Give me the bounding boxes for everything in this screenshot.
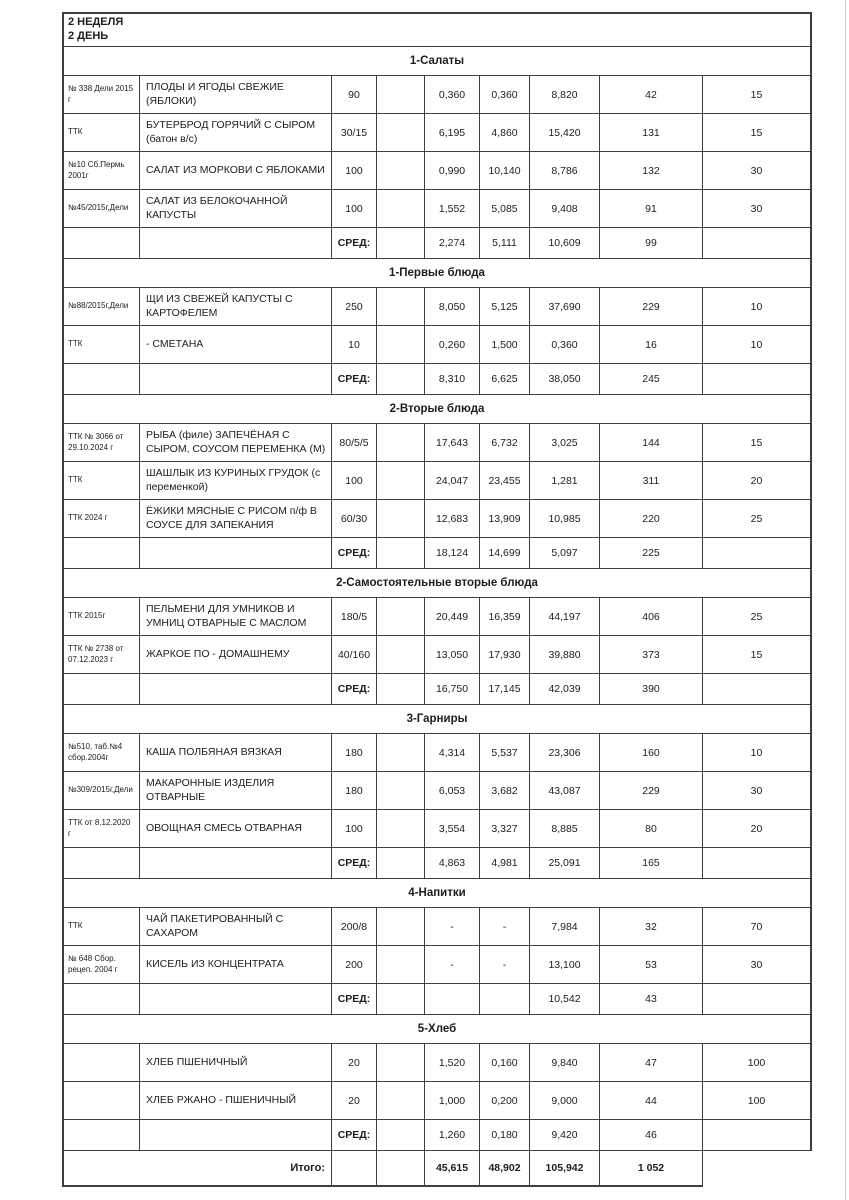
value-cell: - [425,908,480,946]
avg-row [62,848,812,879]
value-cell: 144 [600,424,703,462]
table-row [62,500,812,538]
empty-cell [62,984,140,1015]
value-cell: 15 [703,76,812,114]
empty-cell [377,152,425,190]
table-row [62,946,812,984]
value-cell: 30 [703,152,812,190]
recipe-ref-cell: ТТК № 2738 от 07.12.2023 г [62,636,140,674]
value-cell: - [480,946,530,984]
section-row [62,47,812,76]
empty-cell [377,364,425,395]
total-value-cell: 48,902 [480,1151,530,1187]
recipe-ref-cell: ТТК [62,908,140,946]
value-cell: 15 [703,114,812,152]
avg-value-cell [703,364,812,395]
avg-row [62,984,812,1015]
avg-value-cell: 42,039 [530,674,600,705]
portion-cell: 180/5 [332,598,377,636]
empty-cell [377,908,425,946]
value-cell: 406 [600,598,703,636]
portion-cell: 20 [332,1082,377,1120]
recipe-ref-cell: № 338 Дели 2015 г [62,76,140,114]
empty-cell [62,1120,140,1151]
avg-value-cell: 18,124 [425,538,480,569]
value-cell: 1,000 [425,1082,480,1120]
dish-name-cell: ХЛЕБ ПШЕНИЧНЫЙ [140,1044,332,1082]
table-row [62,636,812,674]
section-title: 5-Хлеб [62,1015,812,1044]
empty-cell [140,538,332,569]
dish-name-cell: ШАШЛЫК ИЗ КУРИНЫХ ГРУДОК (с переменкой) [140,462,332,500]
value-cell: 10 [703,734,812,772]
empty-cell [140,674,332,705]
value-cell: 4,860 [480,114,530,152]
value-cell: 43,087 [530,772,600,810]
value-cell: 10,140 [480,152,530,190]
value-cell: 131 [600,114,703,152]
empty-cell [377,772,425,810]
table-row [62,772,812,810]
recipe-ref-cell: № 648 Сбор. рецеп. 2004 г [62,946,140,984]
section-title: 1-Первые блюда [62,259,812,288]
recipe-ref-cell: №45/2015г,Дели [62,190,140,228]
table-row [62,288,812,326]
dish-name-cell: РЫБА (филе) ЗАПЕЧЁНАЯ С СЫРОМ, СОУСОМ ПЕРЕМЕНКА (М) [140,424,332,462]
avg-value-cell: 99 [600,228,703,259]
empty-cell [377,424,425,462]
value-cell: 17,930 [480,636,530,674]
value-cell: 32 [600,908,703,946]
empty-cell [377,76,425,114]
value-cell: 17,643 [425,424,480,462]
avg-value-cell [703,538,812,569]
value-cell: 100 [703,1082,812,1120]
total-value-cell: 45,615 [425,1151,480,1187]
avg-row [62,364,812,395]
dish-name-cell: БУТЕРБРОД ГОРЯЧИЙ С СЫРОМ (батон в/с) [140,114,332,152]
avg-value-cell: 390 [600,674,703,705]
avg-label: СРЕД: [332,984,377,1015]
value-cell: 23,455 [480,462,530,500]
empty-cell [140,1120,332,1151]
portion-cell: 100 [332,810,377,848]
value-cell: 8,786 [530,152,600,190]
value-cell: 24,047 [425,462,480,500]
dish-name-cell: САЛАТ ИЗ МОРКОВИ С ЯБЛОКАМИ [140,152,332,190]
table-row [62,1044,812,1082]
value-cell: 30 [703,190,812,228]
recipe-ref-cell: №10 Сб.Пермь 2001г [62,152,140,190]
value-cell: 0,360 [480,76,530,114]
avg-label: СРЕД: [332,674,377,705]
portion-cell: 100 [332,190,377,228]
avg-value-cell [703,674,812,705]
portion-cell: 100 [332,462,377,500]
empty-cell [377,114,425,152]
avg-value-cell: 245 [600,364,703,395]
empty-cell [377,598,425,636]
value-cell: 13,909 [480,500,530,538]
empty-cell [377,674,425,705]
empty-cell [377,734,425,772]
avg-value-cell: 5,097 [530,538,600,569]
table-row [62,598,812,636]
empty-cell [377,984,425,1015]
portion-cell: 200/8 [332,908,377,946]
value-cell: 4,314 [425,734,480,772]
avg-row [62,538,812,569]
portion-cell: 80/5/5 [332,424,377,462]
value-cell: 13,100 [530,946,600,984]
value-cell: 0,260 [425,326,480,364]
avg-value-cell: 46 [600,1120,703,1151]
value-cell: 1,520 [425,1044,480,1082]
avg-label: СРЕД: [332,364,377,395]
value-cell: 3,682 [480,772,530,810]
value-cell: 0,200 [480,1082,530,1120]
value-cell: 16 [600,326,703,364]
empty-cell [377,288,425,326]
table-row [62,152,812,190]
portion-cell: 20 [332,1044,377,1082]
empty-cell [62,848,140,879]
portion-cell: 30/15 [332,114,377,152]
section-title: 1-Салаты [62,47,812,76]
value-cell: 0,360 [425,76,480,114]
avg-label: СРЕД: [332,228,377,259]
dish-name-cell: ПЕЛЬМЕНИ ДЛЯ УМНИКОВ И УМНИЦ ОТВАРНЫЕ С МАСЛОМ [140,598,332,636]
value-cell: 9,000 [530,1082,600,1120]
recipe-ref-cell: №309/2015г,Дели [62,772,140,810]
avg-row [62,228,812,259]
week-label: 2 НЕДЕЛЯ [68,16,124,29]
value-cell: 25 [703,598,812,636]
recipe-ref-cell [62,1044,140,1082]
value-cell: 91 [600,190,703,228]
week-day-header-cell [62,14,812,47]
table-row [62,810,812,848]
value-cell: 8,050 [425,288,480,326]
avg-label: СРЕД: [332,848,377,879]
value-cell: 132 [600,152,703,190]
value-cell: 0,360 [530,326,600,364]
avg-value-cell [703,1120,812,1151]
value-cell: 3,327 [480,810,530,848]
table-row [62,908,812,946]
value-cell: 15 [703,424,812,462]
avg-value-cell: 8,310 [425,364,480,395]
avg-value-cell [703,984,812,1015]
value-cell: 39,880 [530,636,600,674]
empty-cell [377,538,425,569]
recipe-ref-cell: ТТК от 8.12.2020 г [62,810,140,848]
value-cell: 30 [703,772,812,810]
empty-cell [377,228,425,259]
section-title: 4-Напитки [62,879,812,908]
recipe-ref-cell: №510, таб.№4 сбор.2004г [62,734,140,772]
empty-cell [377,326,425,364]
avg-value-cell: 1,260 [425,1120,480,1151]
dish-name-cell: ОВОЩНАЯ СМЕСЬ ОТВАРНАЯ [140,810,332,848]
section-row [62,395,812,424]
dish-name-cell: ЖАРКОЕ ПО - ДОМАШНЕМУ [140,636,332,674]
table-row [62,76,812,114]
section-title: 3-Гарниры [62,705,812,734]
empty-cell [377,636,425,674]
dish-name-cell: - СМЕТАНА [140,326,332,364]
value-cell: 30 [703,946,812,984]
portion-cell: 40/160 [332,636,377,674]
value-cell: 23,306 [530,734,600,772]
value-cell: 1,552 [425,190,480,228]
value-cell: 15 [703,636,812,674]
value-cell: 16,359 [480,598,530,636]
dish-name-cell: ЁЖИКИ МЯСНЫЕ С РИСОМ п/ф В СОУСЕ ДЛЯ ЗАПЕКАНИЯ [140,500,332,538]
week-day-header-row [62,14,812,47]
value-cell: 220 [600,500,703,538]
avg-value-cell: 165 [600,848,703,879]
dish-name-cell: ЧАЙ ПАКЕТИРОВАННЫЙ С САХАРОМ [140,908,332,946]
avg-value-cell: 4,981 [480,848,530,879]
avg-value-cell: 38,050 [530,364,600,395]
value-cell: 5,537 [480,734,530,772]
recipe-ref-cell: ТТК [62,114,140,152]
value-cell: 10 [703,326,812,364]
value-cell: 5,085 [480,190,530,228]
value-cell: 20,449 [425,598,480,636]
table-row [62,326,812,364]
value-cell: 47 [600,1044,703,1082]
table-row [62,114,812,152]
value-cell: 373 [600,636,703,674]
dish-name-cell: КАША ПОЛБЯНАЯ ВЯЗКАЯ [140,734,332,772]
value-cell: - [425,946,480,984]
value-cell: 9,408 [530,190,600,228]
value-cell: 1,281 [530,462,600,500]
value-cell: 10 [703,288,812,326]
value-cell: 42 [600,76,703,114]
value-cell: 12,683 [425,500,480,538]
avg-value-cell [703,228,812,259]
avg-value-cell: 6,625 [480,364,530,395]
dish-name-cell: ПЛОДЫ И ЯГОДЫ СВЕЖИЕ (ЯБЛОКИ) [140,76,332,114]
empty-cell [377,946,425,984]
avg-label: СРЕД: [332,538,377,569]
recipe-ref-cell: ТТК [62,462,140,500]
dish-name-cell: САЛАТ ИЗ БЕЛОКОЧАННОЙ КАПУСТЫ [140,190,332,228]
total-row [62,1151,812,1187]
portion-cell: 180 [332,772,377,810]
value-cell: 25 [703,500,812,538]
avg-value-cell [425,984,480,1015]
avg-value-cell: 2,274 [425,228,480,259]
value-cell: 15,420 [530,114,600,152]
value-cell: 80 [600,810,703,848]
value-cell: 10,985 [530,500,600,538]
total-value-cell: 1 052 [600,1151,703,1187]
avg-row [62,674,812,705]
value-cell: 53 [600,946,703,984]
empty-cell [377,190,425,228]
dish-name-cell: ХЛЕБ РЖАНО - ПШЕНИЧНЫЙ [140,1082,332,1120]
avg-label: СРЕД: [332,1120,377,1151]
portion-cell: 180 [332,734,377,772]
empty-cell [62,364,140,395]
empty-cell [140,848,332,879]
value-cell: 100 [703,1044,812,1082]
value-cell: 37,690 [530,288,600,326]
value-cell: 6,732 [480,424,530,462]
value-cell: 0,160 [480,1044,530,1082]
avg-value-cell: 9,420 [530,1120,600,1151]
empty-cell [377,500,425,538]
value-cell: 9,840 [530,1044,600,1082]
value-cell: - [480,908,530,946]
recipe-ref-cell: ТТК [62,326,140,364]
section-row [62,569,812,598]
avg-value-cell: 43 [600,984,703,1015]
value-cell: 70 [703,908,812,946]
portion-cell: 60/30 [332,500,377,538]
dish-name-cell: КИСЕЛЬ ИЗ КОНЦЕНТРАТА [140,946,332,984]
value-cell: 3,025 [530,424,600,462]
section-title: 2-Вторые блюда [62,395,812,424]
dish-name-cell: ЩИ ИЗ СВЕЖЕЙ КАПУСТЫ С КАРТОФЕЛЕМ [140,288,332,326]
avg-value-cell [480,984,530,1015]
recipe-ref-cell: ТТК № 3066 от 29.10.2024 г [62,424,140,462]
value-cell: 229 [600,288,703,326]
avg-value-cell: 25,091 [530,848,600,879]
table-row [62,424,812,462]
value-cell: 6,053 [425,772,480,810]
value-cell: 8,820 [530,76,600,114]
recipe-ref-cell [62,1082,140,1120]
empty-cell [377,1151,425,1187]
recipe-ref-cell: ТТК 2015г [62,598,140,636]
empty-cell [140,364,332,395]
value-cell: 311 [600,462,703,500]
value-cell: 20 [703,462,812,500]
value-cell: 13,050 [425,636,480,674]
section-row [62,705,812,734]
empty-cell [377,1120,425,1151]
avg-value-cell: 225 [600,538,703,569]
recipe-ref-cell: №88/2015г,Дели [62,288,140,326]
avg-value-cell [703,848,812,879]
section-title: 2-Самостоятельные вторые блюда [62,569,812,598]
empty-cell [377,848,425,879]
portion-cell: 10 [332,326,377,364]
value-cell: 6,195 [425,114,480,152]
section-row [62,879,812,908]
empty-cell [140,228,332,259]
day-label: 2 ДЕНЬ [68,30,109,42]
empty-cell [62,674,140,705]
value-cell: 20 [703,810,812,848]
empty-cell [377,462,425,500]
table-row [62,462,812,500]
scan-edge-artifact [845,0,846,1200]
total-value-cell: 105,942 [530,1151,600,1187]
empty-cell [62,228,140,259]
empty-cell [62,538,140,569]
empty-cell [377,810,425,848]
portion-cell: 100 [332,152,377,190]
value-cell: 1,500 [480,326,530,364]
section-row [62,1015,812,1044]
total-label: Итого: [62,1151,332,1187]
value-cell: 7,984 [530,908,600,946]
avg-value-cell: 5,111 [480,228,530,259]
value-cell: 160 [600,734,703,772]
value-cell: 44 [600,1082,703,1120]
empty-cell [377,1044,425,1082]
avg-value-cell: 0,180 [480,1120,530,1151]
avg-row [62,1120,812,1151]
table-row [62,734,812,772]
value-cell: 0,990 [425,152,480,190]
portion-cell: 200 [332,946,377,984]
dish-name-cell: МАКАРОННЫЕ ИЗДЕЛИЯ ОТВАРНЫЕ [140,772,332,810]
empty-cell [332,1151,377,1187]
value-cell: 8,885 [530,810,600,848]
avg-value-cell: 4,863 [425,848,480,879]
value-cell: 5,125 [480,288,530,326]
recipe-ref-cell: ТТК 2024 г [62,500,140,538]
table-row [62,190,812,228]
avg-value-cell: 14,699 [480,538,530,569]
avg-value-cell: 10,542 [530,984,600,1015]
portion-cell: 90 [332,76,377,114]
value-cell: 229 [600,772,703,810]
value-cell: 3,554 [425,810,480,848]
menu-table [62,12,812,1187]
table-row [62,1082,812,1120]
portion-cell: 250 [332,288,377,326]
empty-cell [140,984,332,1015]
avg-value-cell: 17,145 [480,674,530,705]
section-row [62,259,812,288]
value-cell: 44,197 [530,598,600,636]
avg-value-cell: 10,609 [530,228,600,259]
avg-value-cell: 16,750 [425,674,480,705]
empty-cell [377,1082,425,1120]
